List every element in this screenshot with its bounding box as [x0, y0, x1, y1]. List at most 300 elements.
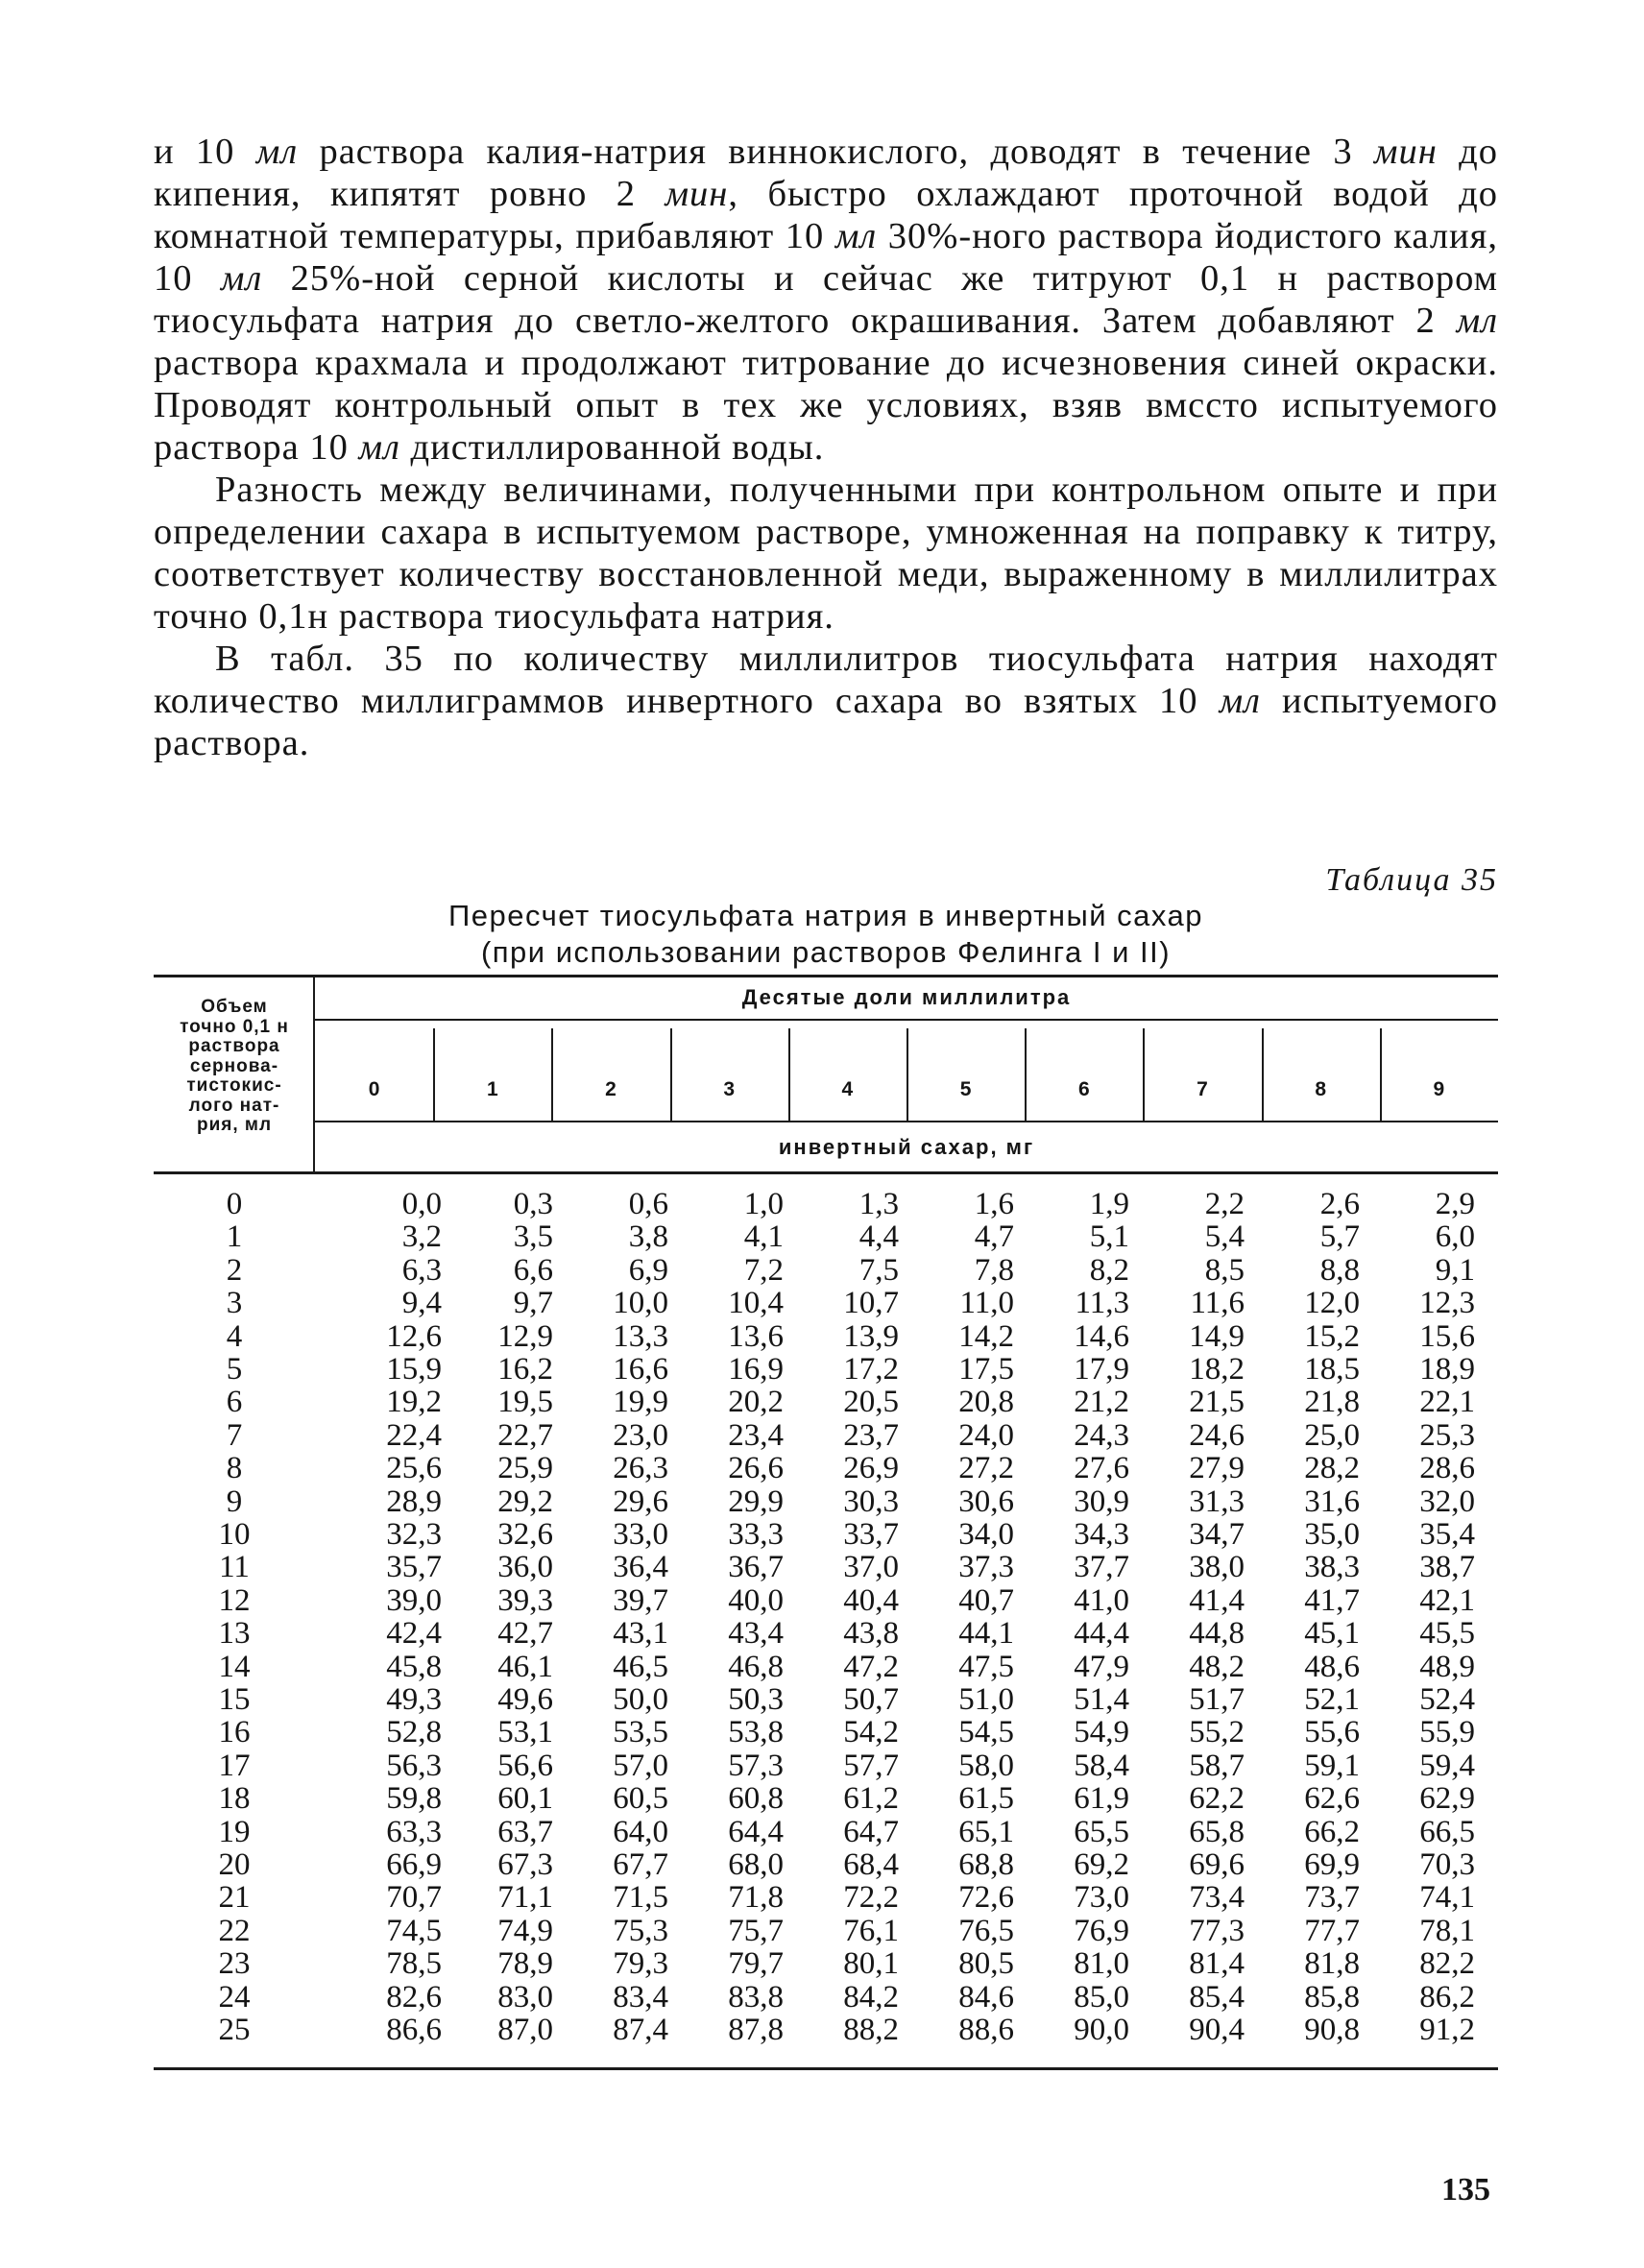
sugar-value-cell: 77,7 [1304, 1913, 1360, 1948]
sugar-value-cell: 1,6 [974, 1187, 1014, 1221]
table-top-rule [154, 975, 1498, 977]
sugar-value-cell: 59,1 [1304, 1748, 1360, 1783]
sugar-value-cell: 83,8 [728, 1979, 784, 2015]
sugar-value-cell: 27,6 [1074, 1451, 1129, 1486]
text-run: до кипения, кипятят ровно 2 [154, 132, 1498, 214]
table-bottom-rule [154, 2067, 1498, 2070]
sugar-value-cell: 19,2 [386, 1385, 442, 1420]
sugar-value-cell: 45,5 [1419, 1616, 1475, 1652]
sugar-value-cell: 51,4 [1074, 1682, 1129, 1717]
sugar-value-cell: 26,6 [728, 1451, 784, 1486]
sugar-value-cell: 31,6 [1304, 1484, 1360, 1519]
sugar-value-cell: 25,0 [1304, 1417, 1360, 1453]
row-header-line: лого нат- [188, 1095, 280, 1116]
column-number-8: 8 [1315, 1078, 1327, 1100]
sugar-value-cell: 20,2 [728, 1385, 784, 1420]
sugar-value-cell: 86,6 [386, 2013, 442, 2047]
sugar-value-cell: 61,2 [843, 1781, 899, 1817]
row-volume-ml: 20 [218, 1847, 251, 1882]
row-header-line: точно 0,1 н [180, 1016, 289, 1037]
sugar-value-cell: 71,1 [497, 1880, 553, 1916]
sugar-value-cell: 12,3 [1419, 1286, 1475, 1321]
sugar-value-cell: 5,7 [1319, 1219, 1360, 1255]
column-number-5: 5 [959, 1078, 972, 1100]
row-volume-ml: 0 [226, 1187, 243, 1221]
sugar-value-cell: 67,3 [497, 1847, 553, 1882]
text-run: 30%-ного раствора йодистого калия, 10 [154, 216, 1498, 299]
sugar-value-cell: 30,3 [843, 1484, 899, 1519]
table-title-line-1: Пересчет тиосульфата натрия в инвертный сахар [447, 899, 1204, 932]
sugar-value-cell: 44,8 [1189, 1616, 1245, 1652]
sugar-value-cell: 12,9 [497, 1318, 553, 1354]
row-volume-ml: 7 [226, 1417, 243, 1453]
column-divider [1143, 1028, 1145, 1121]
sugar-value-cell: 50,0 [613, 1682, 668, 1717]
sugar-value-cell: 86,2 [1419, 1979, 1475, 2015]
sugar-value-cell: 58,4 [1074, 1748, 1129, 1783]
text-run: 25%-ной серной кислоты и сейчас же титруют 0,1 н раствором тиосульфата натрия до светло-желтого окрашивания. Затем добавляют 2 [154, 258, 1499, 341]
sugar-value-cell: 82,6 [386, 1979, 442, 2015]
sugar-value-cell: 74,1 [1419, 1880, 1475, 1916]
sugar-value-cell: 62,9 [1419, 1781, 1475, 1817]
column-divider [1262, 1028, 1264, 1121]
row-volume-ml: 19 [218, 1814, 251, 1849]
row-header-line: Объем [201, 997, 268, 1017]
sugar-value-cell: 12,6 [386, 1318, 442, 1354]
sugar-value-cell: 42,4 [386, 1616, 442, 1652]
sugar-value-cell: 65,1 [958, 1814, 1014, 1849]
sugar-value-cell: 22,1 [1419, 1385, 1475, 1420]
row-volume-ml: 23 [218, 1946, 251, 1982]
sugar-value-cell: 42,1 [1419, 1582, 1475, 1618]
text-run: испытуемого раствора. [154, 681, 1498, 763]
sugar-value-cell: 85,4 [1189, 1979, 1245, 2015]
sugar-value-cell: 43,8 [843, 1616, 899, 1652]
sugar-value-cell: 4,4 [858, 1219, 899, 1255]
sugar-value-cell: 12,0 [1304, 1286, 1360, 1321]
sugar-value-cell: 50,7 [843, 1682, 899, 1717]
sugar-value-cell: 47,9 [1074, 1649, 1129, 1684]
sugar-value-cell: 79,3 [613, 1946, 668, 1982]
sugar-value-cell: 57,0 [613, 1748, 668, 1783]
sugar-value-cell: 53,8 [728, 1715, 784, 1750]
sugar-value-cell: 7,8 [974, 1252, 1014, 1288]
sugar-value-cell: 65,5 [1074, 1814, 1129, 1849]
column-number-rule [315, 1121, 1498, 1122]
sugar-value-cell: 69,6 [1189, 1847, 1245, 1882]
text-run: мл [1219, 681, 1261, 721]
sugar-value-cell: 2,9 [1435, 1187, 1475, 1221]
sugar-value-cell: 83,4 [613, 1979, 668, 2015]
sugar-value-cell: 11,3 [1075, 1286, 1129, 1321]
sugar-value-cell: 41,0 [1074, 1582, 1129, 1618]
sugar-value-cell: 60,5 [613, 1781, 668, 1817]
sugar-value-cell: 34,7 [1189, 1517, 1245, 1552]
sugar-value-cell: 33,7 [843, 1517, 899, 1552]
sugar-value-cell: 27,9 [1189, 1451, 1245, 1486]
sugar-value-cell: 72,6 [958, 1880, 1014, 1916]
text-run: В табл. 35 по количеству миллилитров тиосульфата натрия находят количество миллиграммов инвертного сахара во взятых 10 [154, 639, 1498, 721]
sugar-value-cell: 33,0 [613, 1517, 668, 1552]
sugar-value-cell: 0,6 [628, 1187, 668, 1221]
sugar-value-cell: 59,8 [386, 1781, 442, 1817]
sugar-value-cell: 46,8 [728, 1649, 784, 1684]
sugar-value-cell: 47,5 [958, 1649, 1014, 1684]
sugar-value-cell: 70,3 [1419, 1847, 1475, 1882]
sugar-value-cell: 54,9 [1074, 1715, 1129, 1750]
sugar-value-cell: 52,4 [1419, 1682, 1475, 1717]
sugar-value-cell: 69,2 [1074, 1847, 1129, 1882]
sugar-value-cell: 20,5 [843, 1385, 899, 1420]
sugar-value-cell: 59,4 [1419, 1748, 1475, 1783]
sugar-value-cell: 37,0 [843, 1550, 899, 1585]
sugar-value-cell: 87,4 [613, 2013, 668, 2047]
sugar-value-cell: 63,7 [497, 1814, 553, 1849]
sugar-value-cell: 65,8 [1189, 1814, 1245, 1849]
row-volume-ml: 12 [218, 1582, 251, 1618]
sugar-value-cell: 15,9 [386, 1352, 442, 1387]
sugar-value-cell: 58,0 [958, 1748, 1014, 1783]
text-run: с [1188, 385, 1206, 425]
row-volume-ml: 5 [226, 1352, 243, 1387]
sugar-value-cell: 85,0 [1074, 1979, 1129, 2015]
sugar-value-cell: 73,0 [1074, 1880, 1129, 1916]
sugar-value-cell: 32,3 [386, 1517, 442, 1552]
sugar-value-cell: 10,7 [843, 1286, 899, 1321]
sugar-value-cell: 81,4 [1189, 1946, 1245, 1982]
sugar-value-cell: 53,1 [497, 1715, 553, 1750]
sugar-value-cell: 21,5 [1189, 1385, 1245, 1420]
sugar-value-cell: 61,5 [958, 1781, 1014, 1817]
sugar-value-cell: 71,5 [613, 1880, 668, 1916]
sugar-value-cell: 44,1 [958, 1616, 1014, 1652]
sugar-value-cell: 26,9 [843, 1451, 899, 1486]
sugar-value-cell: 22,7 [497, 1417, 553, 1453]
column-number-0: 0 [368, 1078, 380, 1100]
sugar-value-cell: 83,0 [497, 1979, 553, 2015]
sugar-value-cell: 45,1 [1304, 1616, 1360, 1652]
sugar-value-cell: 38,7 [1419, 1550, 1475, 1585]
sugar-value-cell: 46,1 [497, 1649, 553, 1684]
row-header-line: сернова- [189, 1055, 279, 1076]
row-volume-ml: 15 [218, 1682, 251, 1717]
sugar-value-cell: 55,9 [1419, 1715, 1475, 1750]
sugar-value-cell: 18,9 [1419, 1352, 1475, 1387]
row-volume-ml: 10 [218, 1517, 251, 1552]
column-divider [551, 1028, 553, 1121]
sugar-value-cell: 30,9 [1074, 1484, 1129, 1519]
sugar-value-cell: 29,6 [613, 1484, 668, 1519]
sugar-value-cell: 40,7 [958, 1582, 1014, 1618]
sugar-value-cell: 39,0 [386, 1582, 442, 1618]
sugar-value-cell: 17,9 [1074, 1352, 1129, 1387]
sugar-value-cell: 76,5 [958, 1913, 1014, 1948]
sugar-value-cell: 75,3 [613, 1913, 668, 1948]
sugar-value-cell: 23,7 [843, 1417, 899, 1453]
row-header-line: раствора [188, 1036, 280, 1056]
sugar-value-cell: 44,4 [1074, 1616, 1129, 1652]
sugar-value-cell: 53,5 [613, 1715, 668, 1750]
column-divider [788, 1028, 790, 1121]
sugar-value-cell: 52,1 [1304, 1682, 1360, 1717]
sugar-value-cell: 88,2 [843, 2013, 899, 2047]
sugar-value-cell: 28,2 [1304, 1451, 1360, 1486]
sugar-value-cell: 18,2 [1189, 1352, 1245, 1387]
sugar-value-cell: 79,7 [728, 1946, 784, 1982]
sugar-value-cell: 77,3 [1189, 1913, 1245, 1948]
sugar-value-cell: 57,7 [843, 1748, 899, 1783]
row-volume-ml: 2 [226, 1252, 243, 1288]
sugar-value-cell: 5,1 [1089, 1219, 1129, 1255]
sugar-value-cell: 7,5 [858, 1252, 899, 1288]
sugar-value-cell: 68,8 [958, 1847, 1014, 1882]
sugar-value-cell: 49,3 [386, 1682, 442, 1717]
page-number: 135 [1441, 2172, 1490, 2208]
sugar-value-cell: 5,4 [1204, 1219, 1245, 1255]
sugar-value-cell: 80,1 [843, 1946, 899, 1982]
body-text [154, 131, 1498, 764]
sugar-value-cell: 9,1 [1435, 1252, 1475, 1288]
sugar-value-cell: 82,2 [1419, 1946, 1475, 1982]
sugar-value-cell: 62,2 [1189, 1781, 1245, 1817]
column-number-6: 6 [1077, 1078, 1090, 1100]
sugar-value-cell: 64,7 [843, 1814, 899, 1849]
sugar-value-cell: 3,2 [401, 1219, 442, 1255]
row-header [154, 998, 315, 1136]
sugar-value-cell: 58,7 [1189, 1748, 1245, 1783]
sugar-value-cell: 47,2 [843, 1649, 899, 1684]
sugar-value-cell: 87,8 [728, 2013, 784, 2047]
sugar-value-cell: 13,3 [613, 1318, 668, 1354]
row-volume-ml: 6 [226, 1385, 243, 1420]
sugar-value-cell: 51,0 [958, 1682, 1014, 1717]
sugar-value-cell: 80,5 [958, 1946, 1014, 1982]
sugar-value-cell: 6,3 [401, 1252, 442, 1288]
sugar-value-cell: 48,6 [1304, 1649, 1360, 1684]
sugar-value-cell: 3,8 [628, 1219, 668, 1255]
sugar-value-cell: 32,6 [497, 1517, 553, 1552]
sugar-value-cell: 68,4 [843, 1847, 899, 1882]
sugar-value-cell: 57,3 [728, 1748, 784, 1783]
sugar-value-cell: 64,4 [728, 1814, 784, 1849]
row-volume-ml: 25 [218, 2013, 251, 2047]
sugar-value-cell: 46,5 [613, 1649, 668, 1684]
sugar-value-cell: 1,0 [743, 1187, 784, 1221]
row-volume-ml: 17 [218, 1748, 251, 1783]
sugar-value-cell: 48,9 [1419, 1649, 1475, 1684]
column-divider [1380, 1028, 1382, 1121]
sugar-value-cell: 85,8 [1304, 1979, 1360, 2015]
sugar-value-cell: 90,8 [1304, 2013, 1360, 2047]
sugar-value-cell: 25,6 [386, 1451, 442, 1486]
row-volume-ml: 14 [218, 1649, 251, 1684]
sugar-value-cell: 25,9 [497, 1451, 553, 1486]
sugar-value-cell: 70,7 [386, 1880, 442, 1916]
column-divider [670, 1028, 672, 1121]
text-run: сто испытуемого раствора 10 [154, 385, 1498, 468]
sugar-value-cell: 19,5 [497, 1385, 553, 1420]
sugar-value-cell: 41,4 [1189, 1582, 1245, 1618]
sugar-value-cell: 28,6 [1419, 1451, 1475, 1486]
unit-header: инвертный сахар, мг [778, 1135, 1035, 1159]
sugar-value-cell: 91,2 [1419, 2013, 1475, 2047]
sugar-value-cell: 69,9 [1304, 1847, 1360, 1882]
text-run: Разность между величинами, полученными при контрольном опыте и при определении сахара в испытуемом растворе, умноженная на поправку к титру, соответствует количеству восстановленной меди, выраженному в миллилитрах точно 0,1н раствора тиосульфата натрия. [154, 470, 1498, 637]
sugar-value-cell: 76,9 [1074, 1913, 1129, 1948]
sugar-value-cell: 50,3 [728, 1682, 784, 1717]
sugar-value-cell: 43,4 [728, 1616, 784, 1652]
sugar-value-cell: 16,2 [497, 1352, 553, 1387]
sugar-value-cell: 21,8 [1304, 1385, 1360, 1420]
sugar-value-cell: 37,7 [1074, 1550, 1129, 1585]
row-volume-ml: 3 [226, 1286, 243, 1321]
text-run: мин [1373, 132, 1438, 172]
sugar-value-cell: 17,2 [843, 1352, 899, 1387]
sugar-value-cell: 14,6 [1074, 1318, 1129, 1354]
sugar-value-cell: 15,6 [1419, 1318, 1475, 1354]
sugar-value-cell: 54,2 [843, 1715, 899, 1750]
sugar-value-cell: 10,4 [728, 1286, 784, 1321]
sugar-value-cell: 66,5 [1419, 1814, 1475, 1849]
sugar-value-cell: 71,8 [728, 1880, 784, 1916]
table-label: Таблица 35 [1325, 862, 1498, 898]
sugar-value-cell: 75,7 [728, 1913, 784, 1948]
column-number-2: 2 [605, 1078, 616, 1100]
sugar-value-cell: 2,2 [1204, 1187, 1245, 1221]
sugar-value-cell: 35,4 [1419, 1517, 1475, 1552]
sugar-value-cell: 26,3 [613, 1451, 668, 1486]
text-run: дистиллированной воды. [399, 427, 825, 468]
sugar-value-cell: 90,0 [1074, 2013, 1129, 2047]
sugar-value-cell: 0,3 [513, 1187, 553, 1221]
sugar-value-cell: 1,9 [1089, 1187, 1129, 1221]
row-volume-ml: 9 [226, 1484, 243, 1519]
sugar-value-cell: 51,7 [1189, 1682, 1245, 1717]
sugar-value-cell: 36,7 [728, 1550, 784, 1585]
paragraph-2 [154, 469, 1498, 638]
sugar-value-cell: 54,5 [958, 1715, 1014, 1750]
sugar-value-cell: 37,3 [958, 1550, 1014, 1585]
sugar-value-cell: 84,6 [958, 1979, 1014, 2015]
sugar-value-cell: 66,9 [386, 1847, 442, 1882]
sugar-value-cell: 33,3 [728, 1517, 784, 1552]
column-divider [907, 1028, 908, 1121]
sugar-value-cell: 7,2 [743, 1252, 784, 1288]
row-header-line: тистокис- [186, 1075, 282, 1096]
sugar-value-cell: 40,0 [728, 1582, 784, 1618]
sugar-value-cell: 73,4 [1189, 1880, 1245, 1916]
sugar-value-cell: 49,6 [497, 1682, 553, 1717]
column-number-9: 9 [1433, 1078, 1445, 1100]
sugar-value-cell: 38,0 [1189, 1550, 1245, 1585]
sugar-value-cell: 55,6 [1304, 1715, 1360, 1750]
sugar-value-cell: 9,4 [401, 1286, 442, 1321]
row-volume-ml: 16 [218, 1715, 251, 1750]
sugar-value-cell: 24,6 [1189, 1417, 1245, 1453]
column-number-1: 1 [486, 1078, 498, 1100]
text-run: мл [255, 132, 299, 172]
sugar-value-cell: 29,9 [728, 1484, 784, 1519]
sugar-value-cell: 25,3 [1419, 1417, 1475, 1453]
row-volume-ml: 24 [218, 1979, 251, 2015]
group-header: Десятые доли миллилитра [741, 985, 1072, 1009]
text-run: мл [220, 258, 263, 299]
sugar-value-cell: 74,9 [497, 1913, 553, 1948]
paragraph-1 [154, 131, 1498, 469]
sugar-value-cell: 41,7 [1304, 1582, 1360, 1618]
text-run: мин [665, 174, 729, 214]
sugar-value-cell: 28,9 [386, 1484, 442, 1519]
text-run: и 10 [154, 132, 256, 172]
table-title-line-2: (при использовании растворов Фелинга I и II) [480, 935, 1172, 969]
sugar-value-cell: 10,0 [613, 1286, 668, 1321]
sugar-value-cell: 16,9 [728, 1352, 784, 1387]
column-number-7: 7 [1197, 1078, 1208, 1100]
sugar-value-cell: 56,6 [497, 1748, 553, 1783]
sugar-value-cell: 66,2 [1304, 1814, 1360, 1849]
sugar-value-cell: 4,7 [974, 1219, 1014, 1255]
column-divider [1025, 1028, 1027, 1121]
sugar-value-cell: 9,7 [513, 1286, 553, 1321]
sugar-value-cell: 14,2 [958, 1318, 1014, 1354]
sugar-value-cell: 27,2 [958, 1451, 1014, 1486]
sugar-value-cell: 87,0 [497, 2013, 553, 2047]
sugar-value-cell: 78,1 [1419, 1913, 1475, 1948]
row-volume-ml: 1 [226, 1219, 243, 1255]
sugar-value-cell: 19,9 [613, 1385, 668, 1420]
sugar-value-cell: 39,7 [613, 1582, 668, 1618]
text-run: раствора крахмала и продолжают титрование до исчезновения синей окраски. Проводят контрольный опыт в тех же условиях, взяв вм [154, 343, 1498, 425]
sugar-value-cell: 24,0 [958, 1417, 1014, 1453]
sugar-value-cell: 0,0 [401, 1187, 442, 1221]
sugar-value-cell: 52,8 [386, 1715, 442, 1750]
sugar-value-cell: 22,4 [386, 1417, 442, 1453]
sugar-value-cell: 30,6 [958, 1484, 1014, 1519]
sugar-value-cell: 43,1 [613, 1616, 668, 1652]
sugar-value-cell: 34,0 [958, 1517, 1014, 1552]
sugar-value-cell: 8,5 [1204, 1252, 1245, 1288]
sugar-value-cell: 8,2 [1089, 1252, 1129, 1288]
row-header-line: рия, мл [196, 1115, 273, 1135]
sugar-value-cell: 73,7 [1304, 1880, 1360, 1916]
sugar-value-cell: 15,2 [1304, 1318, 1360, 1354]
sugar-value-cell: 14,9 [1189, 1318, 1245, 1354]
sugar-value-cell: 78,9 [497, 1946, 553, 1982]
row-volume-ml: 22 [218, 1913, 251, 1948]
text-run: мл [1456, 301, 1498, 341]
table-title [154, 898, 1498, 971]
sugar-value-cell: 11,6 [1190, 1286, 1245, 1321]
sugar-value-cell: 61,9 [1074, 1781, 1129, 1817]
sugar-value-cell: 2,6 [1319, 1187, 1360, 1221]
sugar-value-cell: 56,3 [386, 1748, 442, 1783]
row-volume-ml: 11 [219, 1550, 250, 1585]
sugar-value-cell: 13,9 [843, 1318, 899, 1354]
sugar-value-cell: 34,3 [1074, 1517, 1129, 1552]
sugar-value-cell: 18,5 [1304, 1352, 1360, 1387]
sugar-value-cell: 48,2 [1189, 1649, 1245, 1684]
sugar-value-cell: 16,6 [613, 1352, 668, 1387]
row-volume-ml: 21 [218, 1880, 251, 1916]
row-volume-ml: 18 [218, 1781, 251, 1817]
sugar-value-cell: 39,3 [497, 1582, 553, 1618]
sugar-value-cell: 11,0 [959, 1286, 1014, 1321]
column-number-4: 4 [841, 1078, 854, 1100]
sugar-value-cell: 90,4 [1189, 2013, 1245, 2047]
row-volume-ml: 8 [226, 1451, 243, 1486]
sugar-value-cell: 38,3 [1304, 1550, 1360, 1585]
sugar-value-cell: 31,3 [1189, 1484, 1245, 1519]
